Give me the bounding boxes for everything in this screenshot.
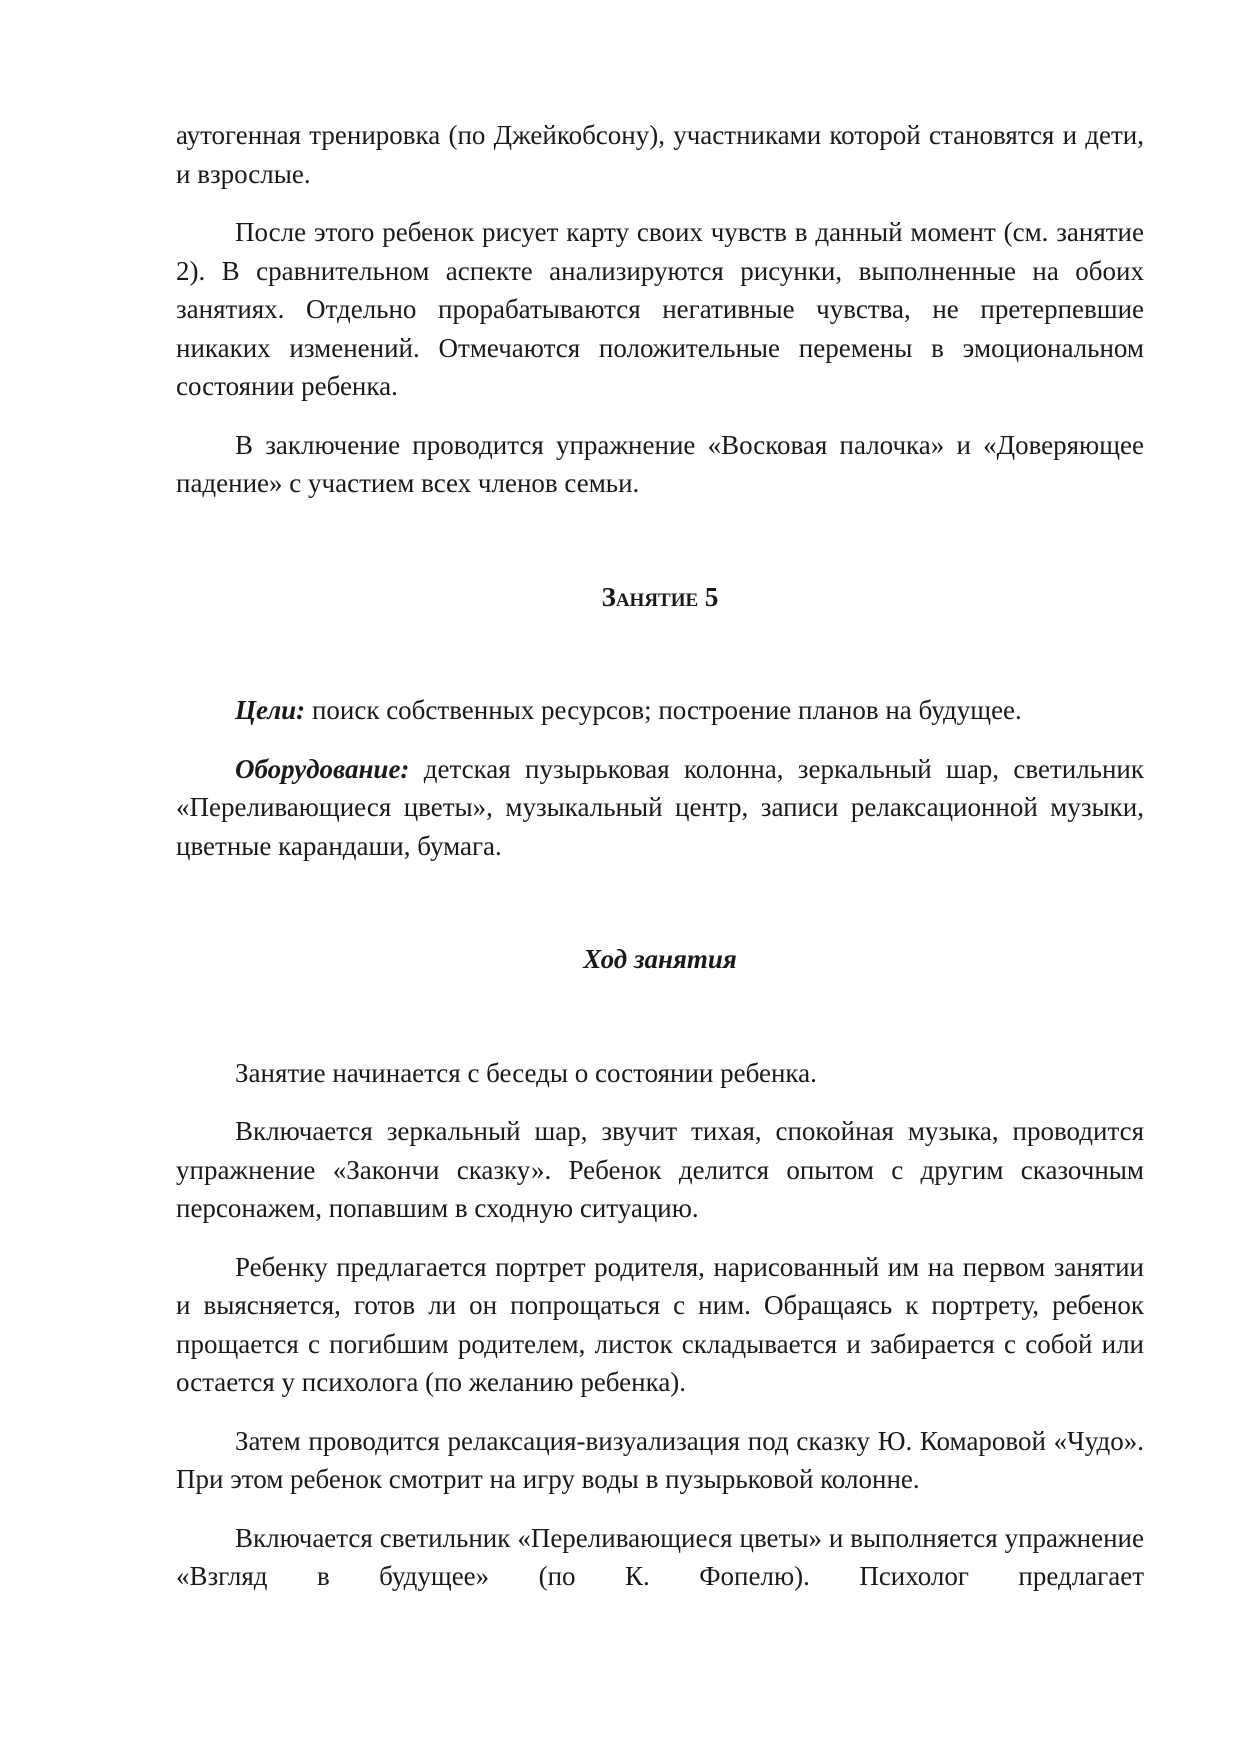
goals-text: поиск собственных ресурсов; построение планов на будущее. xyxy=(305,695,1022,725)
paragraph-session-start: Занятие начинается с беседы о состоянии ребенка. xyxy=(235,1057,817,1088)
paragraph-portrait: Ребенку предлагается портрет родителя, нарисованный им на первом занятии и выясняется, готов ли он попрощаться с ним. Обращаясь к портрету, ребенок прощается с погибшим родителем, листок складывается и забирается с собой или остается у психолога (по желанию ребенка). xyxy=(176,1251,1144,1397)
goals-label: Цели: xyxy=(235,695,306,725)
session-subheading: Ход занятия xyxy=(583,944,737,974)
equipment-text: детская пузырьковая колонна, зеркальный шар, светильник «Переливающиеся цветы», музыкальный центр, записи релаксационной музыки, цветные карандаши, бумага. xyxy=(176,753,1144,861)
paragraph-continuation: аутогенная тренировка (по Джейкобсону), участниками которой становятся и дети, и взрослые. xyxy=(176,120,1144,189)
paragraph-conclusion: В заключение проводится упражнение «Восковая палочка» и «Доверяющее падение» с участием всех членов семьи. xyxy=(176,429,1144,498)
equipment-paragraph xyxy=(176,750,1144,866)
goals-paragraph xyxy=(176,691,1144,730)
paragraph-future-look: Включается светильник «Переливающиеся цветы» и выполняется упражнение «Взгляд в будущее» (по К. Фопелю). Психолог предлагает xyxy=(176,1522,1144,1591)
session-heading: Занятие 5 xyxy=(601,581,719,612)
document-page xyxy=(176,116,1144,1596)
paragraph-mirror-ball: Включается зеркальный шар, звучит тихая, спокойная музыка, проводится упражнение «Закончи сказку». Ребенок делится опытом с другим сказочным персонажем, попавшим в сходную ситуацию. xyxy=(176,1116,1144,1223)
equipment-label: Оборудование: xyxy=(235,753,410,784)
paragraph-relaxation: Затем проводится релаксация-визуализация под сказку Ю. Комаровой «Чудо». При этом ребенок смотрит на игру воды в пузырьковой колонне. xyxy=(176,1425,1144,1494)
paragraph-feelings-map: После этого ребенок рисует карту своих чувств в данный момент (см. занятие 2). В сравнительном аспекте анализируются рисунки, выполненные на обоих занятиях. Отдельно прорабатываются негативные чувства, не претерпевшие никаких изменений. Отмечаются положительные перемены в эмоциональном состоянии ребенка. xyxy=(176,217,1144,401)
